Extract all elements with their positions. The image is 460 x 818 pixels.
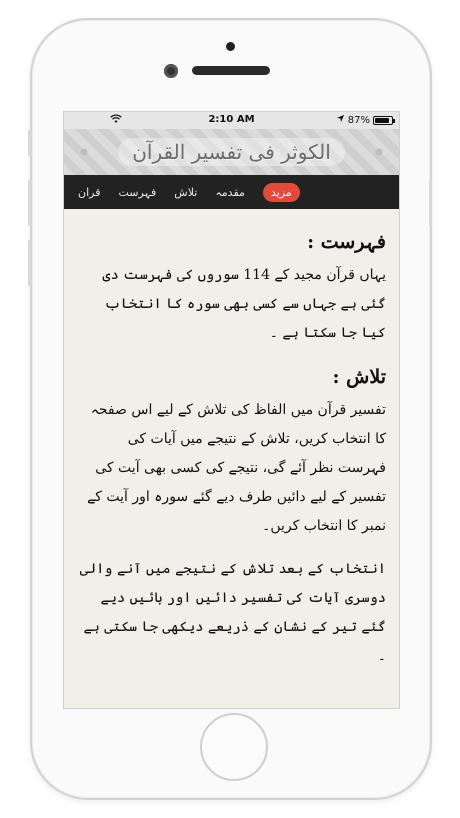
status-time: 2:10 AM <box>208 114 255 125</box>
status-bar <box>64 112 399 129</box>
volume-up-button <box>28 180 31 226</box>
battery-level <box>375 118 389 123</box>
mute-switch <box>28 130 31 156</box>
paragraph: یہاں قرآن مجید کے 114 سوروں کی فہرست دی گئی ہے جہاں سے کسی بھی سورہ کا انتخاب کیا جا سکتا ہے ۔ <box>102 267 386 341</box>
sensor-dot <box>226 42 235 51</box>
volume-down-button <box>28 240 31 286</box>
app-header-banner <box>64 129 399 175</box>
section-title-search: تلاش : <box>332 366 386 388</box>
location-icon <box>336 114 345 126</box>
tab-quran[interactable]: قران <box>78 185 101 199</box>
tab-index[interactable]: فہرست <box>118 185 157 199</box>
tab-introduction[interactable]: مقدمہ <box>215 185 245 199</box>
tab-more[interactable]: مزید <box>263 183 300 202</box>
paragraph: انتخاب کے بعد تلاش کے نتیجے میں آنے والی دوسری آیات کی تفسیر دائیں اور بائیں دیے گئے تیر کے نشان کے ذریعے دیکھی جا سکتی ہے ۔ <box>79 561 386 664</box>
app-logo: الکوثر فی تفسیر القرآن <box>118 138 345 166</box>
section-title-index: فہرست : <box>307 231 386 253</box>
front-camera <box>164 64 178 78</box>
nav-bar <box>64 175 399 209</box>
earpiece-speaker <box>192 66 270 75</box>
content-area <box>64 209 399 671</box>
battery-icon <box>373 116 393 125</box>
app-screen <box>63 111 400 709</box>
home-button[interactable] <box>200 713 268 781</box>
power-button <box>429 180 432 226</box>
tab-search[interactable]: تلاش <box>174 185 198 199</box>
paragraph: تفسیر قرآن میں الفاظ کی تلاش کے لیے اس صفحہ کا انتخاب کریں، تلاش کے نتیجے میں آیات کی فہرست نظر آئے گی، نتیجے کی کسی بھی آیت کی تفسیر کے لیے دائیں طرف دیے گئے سورہ اور آیت کے نمبر کا انتخاب کریں۔ <box>87 402 386 534</box>
battery-percent: 87% <box>347 114 370 126</box>
